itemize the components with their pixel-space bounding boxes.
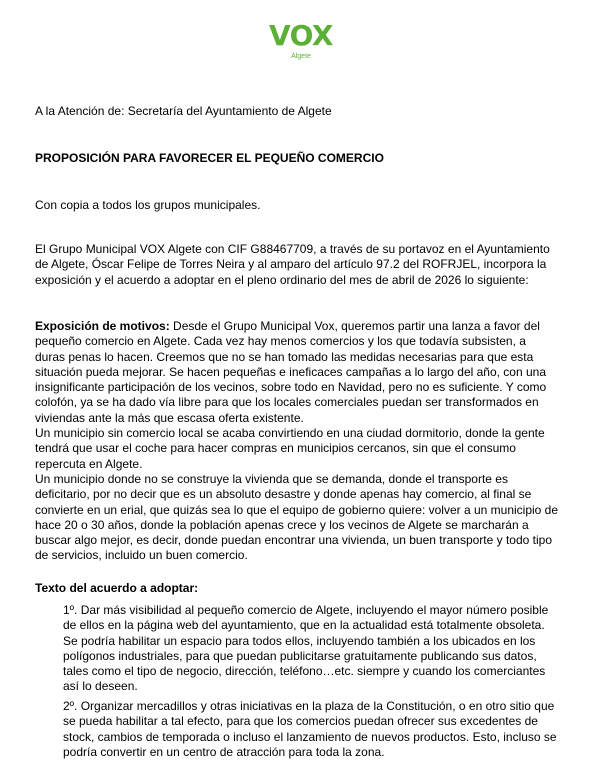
copy-note: Con copia a todos los grupos municipales. <box>35 198 261 212</box>
intro-line: El Grupo Municipal VOX Algete con CIF G88467709, a través de su portavoz en el Ayuntamiento <box>35 242 550 256</box>
acuerdo-line: Se podría habilitar un espacio para todos ellos, incluyendo también a los ubicados en los <box>63 633 536 648</box>
exposicion-line: colofón, ya se ha dado vía libre para que los locales comerciales puedan ser transformados en <box>35 395 539 410</box>
exposicion-line: viviendas ante la más que escasa oferta existente. <box>35 410 304 425</box>
logo-mark: VOX <box>268 19 334 52</box>
exposicion-line: Un municipio sin comercio local se acaba convirtiendo en una ciudad dormitorio, donde la gente <box>35 426 545 441</box>
acuerdo-line: de ellos en la página web del ayuntamiento, que en la actualidad está totalmente obsoleta. <box>63 618 545 633</box>
acuerdo-point-2 <box>63 699 583 760</box>
exposicion-line: duras penas lo hacen. Creemos que no se han tomado las medidas necesarias para que esta <box>35 349 534 364</box>
acuerdo-point-1 <box>63 603 583 695</box>
exposicion-first-line-text: Desde el Grupo Municipal Vox, queremos partir una lanza a favor del <box>169 319 540 333</box>
intro-line: de Algete, Óscar Felipe de Torres Neira y al amparo del artículo 97.2 del ROFRJEL, incorpora la <box>35 257 547 272</box>
acuerdo-line: tales como el tipo de negocio, dirección, teléfono…etc. siempre y cuando los comerciantes <box>63 664 546 679</box>
exposicion-label: Exposición de motivos: <box>35 319 170 333</box>
acuerdo-line: se pueda habilitar a tal efecto, para que los comercios puedan ofrecer sus excedentes de <box>63 714 538 729</box>
vox-logo <box>0 20 602 61</box>
exposicion-line: tendrá que usar el coche para hacer compras en municipios cercanos, sin que el consumo <box>35 441 516 456</box>
exposicion-line: insignificante participación de los vecinos, sobre todo en Navidad, pero no es suficiente. Y como <box>35 380 547 395</box>
intro-paragraph <box>35 242 575 288</box>
exposicion-line: deficitario, por no decir que es un absoluto desastre y donde apenas hay comercio, al final se <box>35 487 532 502</box>
exposicion-line: situación pueda mejorar. Se hacen pequeñas e ineficaces campañas a lo largo del año, con una <box>35 364 547 379</box>
exposicion-paragraph <box>35 319 575 564</box>
acuerdo-heading: Texto del acuerdo a adoptar: <box>35 581 199 595</box>
exposicion-line: Un municipio donde no se construye la vivienda que se demanda, donde el transporte es <box>35 471 508 486</box>
acuerdo-line: 2º. Organizar mercadillos y otras iniciativas en la plaza de la Constitución, o en otro sitio que <box>63 699 555 713</box>
acuerdo-line: polígonos industriales, para que puedan publicitarse gratuitamente publicando sus datos, <box>63 648 537 663</box>
exposicion-line: hace 20 o 30 años, donde la población apenas crece y los vecinos de Algete se marcharán a <box>35 517 529 532</box>
exposicion-line: buscar algo mejor, es decir, donde puedan encontrar una vivienda, un buen transporte y todo tipo <box>35 533 553 548</box>
exposicion-line: repercuta en Algete. <box>35 456 143 471</box>
exposicion-line: pequeño comercio en Algete. Cada vez hay menos comercios y los que todavía subsisten, a <box>35 334 526 349</box>
exposicion-line: de servicios, incluido un buen comercio. <box>35 548 248 563</box>
exposicion-first-line <box>35 319 575 334</box>
acuerdo-line: 1º. Dar más visibilidad al pequeño comercio de Algete, incluyendo el mayor número posible <box>63 603 549 617</box>
acuerdo-line: stock, cambios de temporada o incluso el lanzamiento de nuevos productos. Esto, incluso se <box>63 729 557 744</box>
exposicion-line: convierte en un erial, que quizás sea lo que el equipo de gobierno quiere: volver a un municipio de <box>35 502 559 517</box>
acuerdo-line: así lo deseen. <box>63 679 138 694</box>
intro-line: exposición y el acuerdo a adoptar en el pleno ordinario del mes de abril de 2026 lo siguiente: <box>35 272 529 287</box>
logo-subtitle: Algete <box>291 53 311 60</box>
addressee: A la Atención de: Secretaría del Ayuntamiento de Algete <box>35 104 332 118</box>
acuerdo-line: podría convertir en un centro de atracción para toda la zona. <box>63 744 385 759</box>
document-title: PROPOSICIÓN PARA FAVORECER EL PEQUEÑO COMERCIO <box>35 151 384 165</box>
